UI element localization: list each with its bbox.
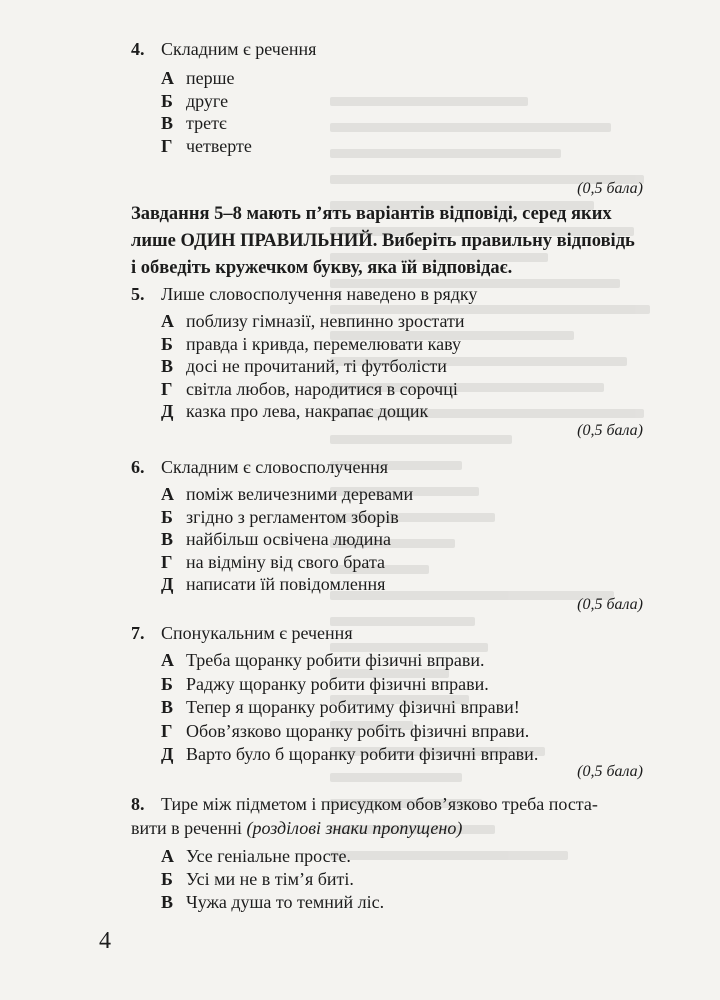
question-number: 6. xyxy=(131,457,145,477)
answer-option-a[interactable]: А Треба щоранку робити фізичні вправи. xyxy=(161,650,485,670)
answer-option-h[interactable]: Г четверте xyxy=(161,135,252,156)
page-number: 4 xyxy=(99,928,111,954)
answer-option-v[interactable]: В Чужа душа то темний ліс. xyxy=(161,892,385,912)
answer-option-d[interactable]: Д написати їй повідомлення xyxy=(161,574,386,594)
answer-option-b[interactable]: Б Усі ми не в тім’я биті. xyxy=(161,869,354,889)
question-text: Спонукальним є речення xyxy=(161,623,353,643)
answer-option-h[interactable]: Г на відміну від свого брата xyxy=(161,551,386,572)
answer-option-a[interactable]: А поблизу гімназії, невпинно зростати xyxy=(161,311,465,331)
answer-option-v[interactable]: В третє xyxy=(161,113,227,133)
answer-option-h[interactable]: Г світла любов, народитися в сорочці xyxy=(161,378,458,399)
question-number: 4. xyxy=(131,39,145,59)
score-q7: (0,5 бала) xyxy=(577,763,643,780)
question-8 xyxy=(0,792,720,914)
question-text: Складним є речення xyxy=(161,39,317,59)
question-number: 8. xyxy=(131,794,145,814)
question-text: Лише словосполучення наведено в рядку xyxy=(161,284,478,304)
answer-option-h[interactable]: Г Обов’язково щоранку робіть фізичні вправи. xyxy=(161,720,530,741)
answer-option-v[interactable]: В Тепер я щоранку робитиму фізичні вправи! xyxy=(161,697,520,717)
instruction: Завдання 5–8 мають п’ять варіантів відповіді, серед яких лише ОДИН ПРАВИЛЬНИЙ. Виберіть правильну відповідь і обведіть кружечком букву, яка їй відповідає. xyxy=(131,204,635,278)
score-q6: (0,5 бала) xyxy=(577,596,643,613)
answer-option-d[interactable]: Д казка про лева, накрапає дощик xyxy=(161,401,429,421)
answer-option-v[interactable]: В досі не прочитаний, ті футболісти xyxy=(161,356,447,376)
question-7 xyxy=(0,621,720,767)
question-6 xyxy=(0,455,720,596)
answer-option-b[interactable]: Б Раджу щоранку робити фізичні вправи. xyxy=(161,673,489,694)
question-number: 7. xyxy=(131,623,145,643)
question-text-line-1: Тире між підметом і присудком обов’язково треба поста- xyxy=(161,794,598,814)
score-q5: (0,5 бала) xyxy=(577,422,643,439)
question-text-line-2: вити в реченні (розділові знаки пропущено) xyxy=(131,818,463,838)
answer-option-b[interactable]: Б згідно з регламентом зборів xyxy=(161,506,399,527)
question-5 xyxy=(0,282,720,423)
question-text: Складним є словосполучення xyxy=(161,457,389,477)
answer-option-a[interactable]: А поміж величезними деревами xyxy=(161,484,414,504)
answer-option-b[interactable]: Б правда і кривда, перемелювати каву xyxy=(161,333,461,354)
answer-option-d[interactable]: Д Варто було б щоранку робити фізичні вправи. xyxy=(161,744,539,764)
score-q4: (0,5 бала) xyxy=(577,180,643,197)
answer-option-a[interactable]: А перше xyxy=(161,68,235,88)
answer-option-b[interactable]: Б друге xyxy=(161,90,229,111)
question-number: 5. xyxy=(131,284,145,304)
answer-option-a[interactable]: А Усе геніальне просте. xyxy=(161,846,351,866)
answer-option-v[interactable]: В найбільш освічена людина xyxy=(161,529,391,549)
question-4 xyxy=(0,37,720,157)
